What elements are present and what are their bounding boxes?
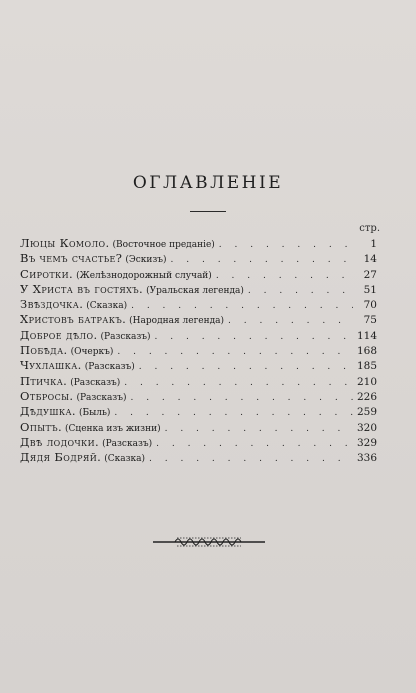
toc-entry-title: Опытъ. [20, 419, 63, 434]
toc-entry-page-number: 336 [356, 452, 377, 465]
toc-entry-page-number: 259 [356, 406, 377, 419]
toc-entry [20, 358, 377, 373]
dot-leader [248, 284, 353, 297]
toc-entry-title: Птичка. [20, 373, 68, 388]
toc-entry-title: Сиротки. [20, 266, 74, 281]
page-title: ОГЛАВЛЕНІЕ [132, 173, 284, 193]
toc-entry [20, 328, 377, 343]
toc-entry-page-number: 210 [356, 375, 377, 388]
toc-entry-subtitle: (Разсказъ) [102, 438, 153, 449]
table-of-contents [20, 236, 377, 465]
toc-entry-page-number: 75 [363, 314, 377, 327]
toc-entry-title: Звѣздочка. [20, 297, 84, 312]
toc-entry [20, 420, 377, 435]
dot-leader [155, 330, 353, 343]
dot-leader [130, 391, 352, 404]
toc-entry-title: Побѣда. [20, 343, 68, 358]
dot-leader [124, 376, 353, 389]
toc-entry-subtitle: (Разсказъ) [84, 362, 135, 373]
dot-leader [165, 422, 353, 435]
decorative-ornament [153, 531, 265, 549]
toc-entry [20, 435, 377, 450]
toc-entry [20, 297, 377, 312]
toc-entry-subtitle: (Эскизъ) [125, 255, 167, 266]
toc-entry [20, 282, 377, 297]
toc-entry-subtitle: (Разсказъ) [100, 331, 151, 342]
toc-entry-page-number: 14 [363, 253, 377, 266]
toc-entry [20, 267, 377, 282]
toc-entry-page-number: 329 [356, 436, 377, 449]
toc-entry-subtitle: (Быль) [78, 408, 111, 419]
toc-entry [20, 389, 377, 404]
toc-entry [20, 251, 377, 266]
toc-entry-page-number: 51 [363, 283, 377, 296]
toc-entry-page-number: 185 [356, 360, 377, 373]
dot-leader [156, 437, 353, 450]
toc-entry-subtitle: (Уральская легенда) [146, 285, 244, 296]
dot-leader [219, 238, 353, 251]
toc-entry-page-number: 27 [363, 268, 377, 281]
toc-entry-subtitle: (Очеркъ) [70, 347, 114, 358]
toc-entry-page-number: 70 [363, 299, 377, 312]
dot-leader [149, 452, 353, 465]
dot-leader [216, 269, 353, 282]
toc-entry-title: Въ чемъ счастье? [20, 251, 123, 266]
toc-entry [20, 404, 377, 419]
toc-entry [20, 450, 377, 465]
toc-entry-title: Доброе дѣло. [20, 327, 98, 342]
toc-entry-title: Люцы Комоло. [20, 236, 110, 250]
dot-leader [131, 299, 353, 312]
toc-entry [20, 312, 377, 327]
toc-entry-title: Чухлашка. [20, 358, 82, 373]
toc-entry-title: Двѣ лодочки. [20, 434, 100, 449]
toc-entry-subtitle: (Восточное преданіе) [112, 240, 215, 250]
page-column-label: стр. [359, 223, 380, 234]
toc-entry-subtitle: (Разсказъ) [76, 392, 127, 403]
toc-entry-page-number: 320 [356, 421, 377, 434]
toc-entry-title: Дядя Бодряй. [20, 450, 102, 465]
dot-leader [117, 345, 353, 358]
toc-entry-page-number: 168 [356, 345, 377, 358]
toc-entry-subtitle: (Желѣзнодорожный случай) [76, 270, 212, 281]
toc-entry-subtitle: (Сказка) [86, 301, 128, 312]
toc-entry-subtitle: (Сказка) [104, 454, 146, 465]
toc-entry-title: Христовъ батракъ. [20, 312, 127, 327]
toc-entry-title: Отбросы. [20, 388, 74, 403]
toc-entry-subtitle: (Сценка изъ жизни) [65, 423, 161, 434]
toc-entry-page-number: 1 [370, 238, 377, 250]
toc-entry [20, 374, 377, 389]
toc-entry-title: У Христа въ гостяхъ. [20, 281, 144, 296]
toc-entry [20, 343, 377, 358]
toc-entry-subtitle: (Разсказъ) [70, 377, 121, 388]
toc-entry-page-number: 226 [356, 390, 377, 403]
toc-entry [20, 236, 377, 251]
dot-leader [228, 314, 353, 327]
toc-entry-page-number: 114 [356, 329, 377, 342]
toc-entry-subtitle: (Народная легенда) [129, 316, 225, 327]
dot-leader [171, 253, 353, 266]
toc-entry-title: Дѣдушка. [20, 404, 76, 419]
title-rule [190, 211, 226, 212]
dot-leader [114, 406, 353, 419]
dot-leader [139, 360, 353, 373]
